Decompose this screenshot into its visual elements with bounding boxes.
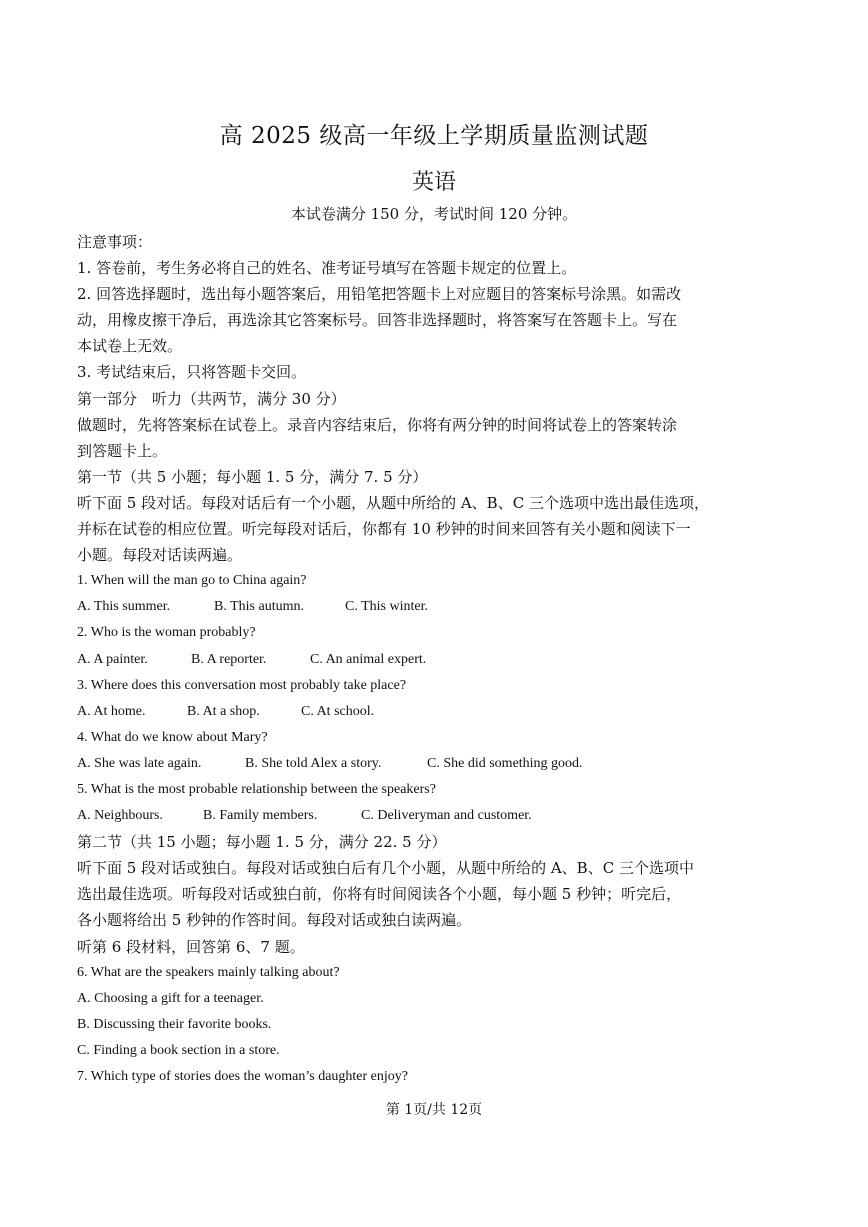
option-b: B. A reporter. [191, 651, 267, 667]
question-1: 1. When will the man go to China again? [77, 573, 307, 589]
option-a: A. Neighbours. [77, 808, 163, 824]
question-5-options [77, 803, 777, 829]
exam-title: 高 2025 级高一年级上学期质量监测试题 [219, 123, 649, 149]
notice-item-3: 3. 考试结束后，只将答题卡交回。 [77, 363, 307, 382]
option-b: B. This autumn. [214, 599, 304, 615]
exam-subject: 英语 [411, 170, 456, 195]
question-1-options [77, 594, 777, 620]
notice-heading: 注意事项： [77, 233, 153, 251]
question-5: 5. What is the most probable relationship between the speakers? [77, 781, 436, 797]
option-c: C. Deliveryman and customer. [361, 808, 532, 824]
notice-item-2-line-2: 动，用橡皮擦干净后，再选涂其它答案标号。回答非选择题时，将答案写在答题卡上。写在 [77, 311, 678, 330]
section1-heading: 第一节（共 5 小题；每小题 1. 5 分，满分 7. 5 分） [77, 467, 428, 486]
option-c: C. This winter. [345, 599, 428, 615]
option-c: C. An animal expert. [310, 651, 427, 667]
page-number: 第 1页/共 12页 [385, 1102, 483, 1118]
option-a: A. This summer. [77, 599, 171, 615]
option-a: A. At home. [77, 703, 146, 719]
section2-instruction-line-3: 各小题将给出 5 秒钟的作答时间。每段对话或独白读两遍。 [77, 911, 472, 930]
option-b: B. At a shop. [187, 703, 260, 719]
notice-item-1: 1. 答卷前，考生务必将自己的姓名、准考证号填写在答题卡规定的位置上。 [77, 259, 577, 278]
notice-item-2-line-1: 2. 回答选择题时，选出每小题答案后，用铅笔把答题卡上对应题目的答案标号涂黑。如需改 [77, 285, 682, 304]
option-a: A. She was late again. [77, 755, 202, 771]
part1-heading: 第一部分 听力（共两节，满分 30 分） [77, 389, 346, 408]
option-a: A. A painter. [77, 651, 148, 667]
material-6-heading: 听第 6 段材料，回答第 6、7 题。 [77, 937, 305, 956]
question-4: 4. What do we know about Mary? [77, 729, 268, 745]
section1-instruction-line-1: 听下面 5 段对话。每段对话后有一个小题，从题中所给的 A、B、C 三个选项中选出最佳选项， [77, 493, 709, 512]
part1-instruction-line-1: 做题时，先将答案标在试卷上。录音内容结束后，你将有两分钟的时间将试卷上的答案转涂 [77, 415, 678, 434]
question-3: 3. Where does this conversation most probably take place? [77, 677, 407, 693]
section1-instruction-line-2: 并标在试卷的相应位置。听完每段对话后，你都有 10 秒钟的时间来回答有关小题和阅读下一 [77, 520, 691, 539]
notice-item-2-line-3: 本试卷上无效。 [77, 337, 183, 356]
question-2: 2. Who is the woman probably? [77, 625, 256, 641]
question-6: 6. What are the speakers mainly talking about? [77, 964, 340, 980]
question-6-option-b: B. Discussing their favorite books. [77, 1016, 272, 1032]
question-3-options [77, 699, 777, 725]
option-b: B. She told Alex a story. [245, 755, 382, 771]
exam-content [77, 229, 777, 1090]
question-2-options [77, 647, 777, 673]
section2-instruction-line-2: 选出最佳选项。听每段对话或独白前，你将有时间阅读各个小题，每小题 5 秒钟；听完后， [77, 885, 682, 904]
question-6-option-a: A. Choosing a gift for a teenager. [77, 990, 264, 1006]
option-c: C. At school. [301, 703, 375, 719]
exam-info: 本试卷满分 150 分，考试时间 120 分钟。 [290, 205, 578, 223]
section1-instruction-line-3: 小题。每段对话读两遍。 [77, 546, 243, 565]
question-7: 7. Which type of stories does the woman’s daughter enjoy? [77, 1069, 408, 1084]
part1-instruction-line-2: 到答题卡上。 [77, 441, 168, 460]
question-4-options [77, 751, 777, 777]
section2-instruction-line-1: 听下面 5 段对话或独白。每段对话或独白后有几个小题，从题中所给的 A、B、C 三个选项中 [77, 859, 694, 878]
option-b: B. Family members. [203, 808, 318, 824]
section2-heading: 第二节（共 15 小题；每小题 1. 5 分，满分 22. 5 分） [77, 833, 447, 852]
option-c: C. She did something good. [427, 755, 583, 771]
question-6-option-c: C. Finding a book section in a store. [77, 1042, 280, 1058]
